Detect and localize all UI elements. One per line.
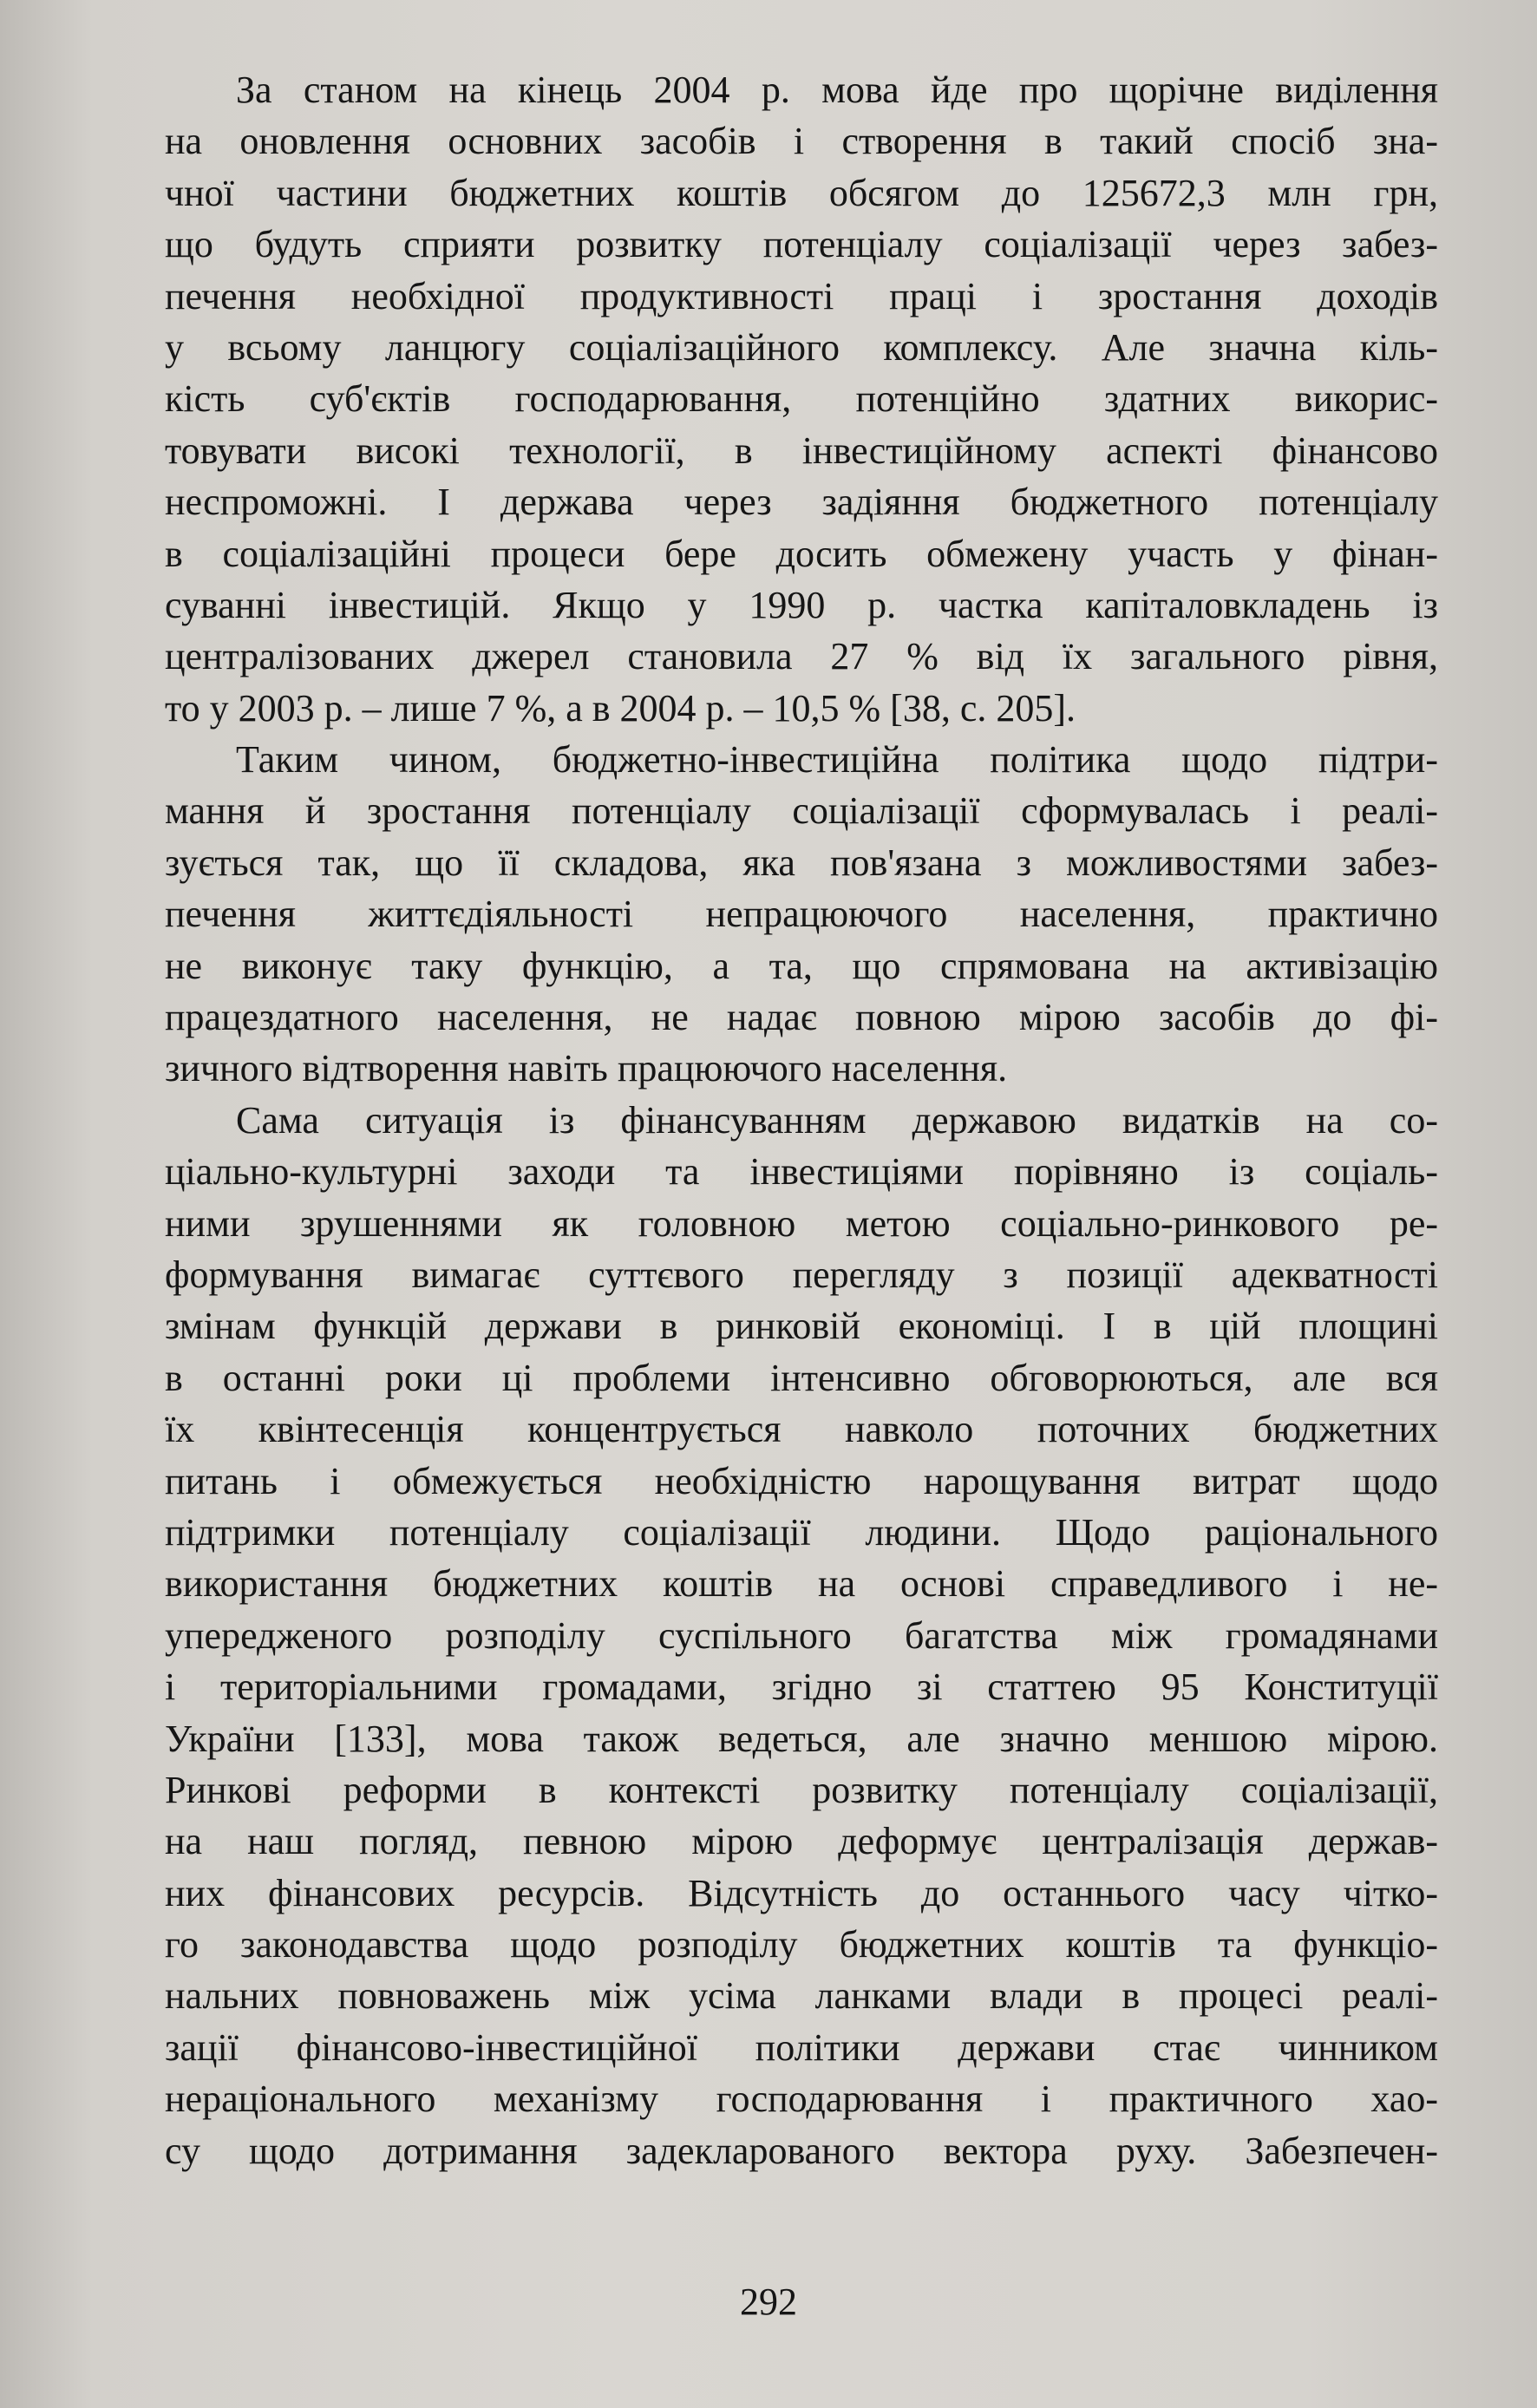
text-line: підтримки потенціалу соціалізації людини. Щодо раціонального bbox=[165, 1510, 1438, 1554]
text-line: працездатного населення, не надає повною мірою засобів до фі- bbox=[165, 996, 1438, 1039]
text-line: використання бюджетних коштів на основі справедливого і не- bbox=[165, 1562, 1438, 1606]
paragraph-3 bbox=[165, 1095, 1438, 2176]
text-line: на наш погляд, певною мірою деформує централізація держав- bbox=[165, 1820, 1438, 1863]
text-line: ними зрушеннями як головною метою соціально-ринкового ре- bbox=[165, 1201, 1438, 1245]
text-line: зичного відтворення навіть працюючого населення. bbox=[165, 1047, 1008, 1090]
text-line: їх квінтесенція концентрується навколо поточних бюджетних bbox=[165, 1408, 1438, 1451]
text-line: не виконує таку функцію, а та, що спрямована на активізацію bbox=[165, 944, 1438, 987]
text-line: питань і обмежується необхідністю нарощування витрат щодо bbox=[165, 1459, 1438, 1502]
text-line: суванні інвестицій. Якщо у 1990 р. частка капіталовкладень із bbox=[165, 583, 1438, 626]
text-line: ціально-культурні заходи та інвестиціями порівняно із соціаль- bbox=[165, 1150, 1438, 1194]
text-line: нераціонального механізму господарювання і практичного хао- bbox=[165, 2078, 1438, 2121]
text-line: централізованих джерел становила 27 % від їх загального рівня, bbox=[165, 635, 1438, 678]
text-line: Ринкові реформи в контексті розвитку потенціалу соціалізації, bbox=[165, 1768, 1438, 1811]
text-line: печення необхідної продуктивності праці і зростання доходів bbox=[165, 274, 1438, 317]
text-line: мання й зростання потенціалу соціалізації сформувалась і реалі- bbox=[165, 789, 1438, 833]
text-line: чної частини бюджетних коштів обсягом до 125672,3 млн грн, bbox=[165, 171, 1438, 214]
text-line: на оновлення основних засобів і створення в такий спосіб зна- bbox=[165, 120, 1438, 163]
text-line: неспроможні. І держава через задіяння бюджетного потенціалу bbox=[165, 481, 1438, 524]
text-line: то у 2003 р. – лише 7 %, а в 2004 р. – 10,5 % [38, с. 205]. bbox=[165, 686, 1076, 730]
text-line: формування вимагає суттєвого перегляду з позиції адекватності bbox=[165, 1253, 1438, 1296]
text-line: них фінансових ресурсів. Відсутність до останнього часу чітко- bbox=[165, 1871, 1438, 1914]
text-line: і територіальними громадами, згідно зі статтею 95 Конституції bbox=[165, 1665, 1438, 1709]
text-line: товувати високі технології, в інвестиційному аспекті фінансово bbox=[165, 429, 1438, 472]
text-line: кість суб'єктів господарювання, потенційно здатних викорис- bbox=[165, 377, 1438, 421]
text-line: печення життєдіяльності непрацюючого населення, практично bbox=[165, 893, 1438, 936]
page-number: 292 bbox=[740, 2280, 797, 2323]
text-line: зується так, що її складова, яка пов'язана з можливостями забез- bbox=[165, 841, 1438, 884]
text-line: За станом на кінець 2004 р. мова йде про щорічне виділення bbox=[236, 69, 1438, 111]
text-line: су щодо дотримання задекларованого вектора руху. Забезпечен- bbox=[165, 2129, 1438, 2172]
text-line: го законодавства щодо розподілу бюджетних коштів та функціо- bbox=[165, 1923, 1438, 1966]
text-line: в останні роки ці проблеми інтенсивно обговорюються, але вся bbox=[165, 1356, 1438, 1399]
text-line: Таким чином, бюджетно-інвестиційна політика щодо підтри- bbox=[236, 738, 1438, 782]
paragraph-2 bbox=[165, 734, 1438, 1095]
text-line: України [133], мова також ведеться, але значно меншою мірою. bbox=[165, 1717, 1438, 1760]
text-line: зації фінансово-інвестиційної політики держави стає чинником bbox=[165, 2025, 1438, 2069]
text-line: Сама ситуація із фінансуванням державою видатків на со- bbox=[236, 1098, 1438, 1142]
text-line: у всьому ланцюгу соціалізаційного комплексу. Але значна кіль- bbox=[165, 325, 1438, 369]
text-line: що будуть сприяти розвитку потенціалу соціалізації через забез- bbox=[165, 223, 1438, 266]
text-line: нальних повноважень між усіма ланками влади в процесі реалі- bbox=[165, 1974, 1438, 2018]
body-text bbox=[165, 64, 1438, 2176]
paragraph-1 bbox=[165, 64, 1438, 734]
text-line: змінам функцій держави в ринковій економіці. І в цій площині bbox=[165, 1305, 1438, 1348]
text-line: упередженого розподілу суспільного багатства між громадянами bbox=[165, 1613, 1438, 1657]
text-line: в соціалізаційні процеси бере досить обмежену участь у фінан- bbox=[165, 532, 1438, 575]
